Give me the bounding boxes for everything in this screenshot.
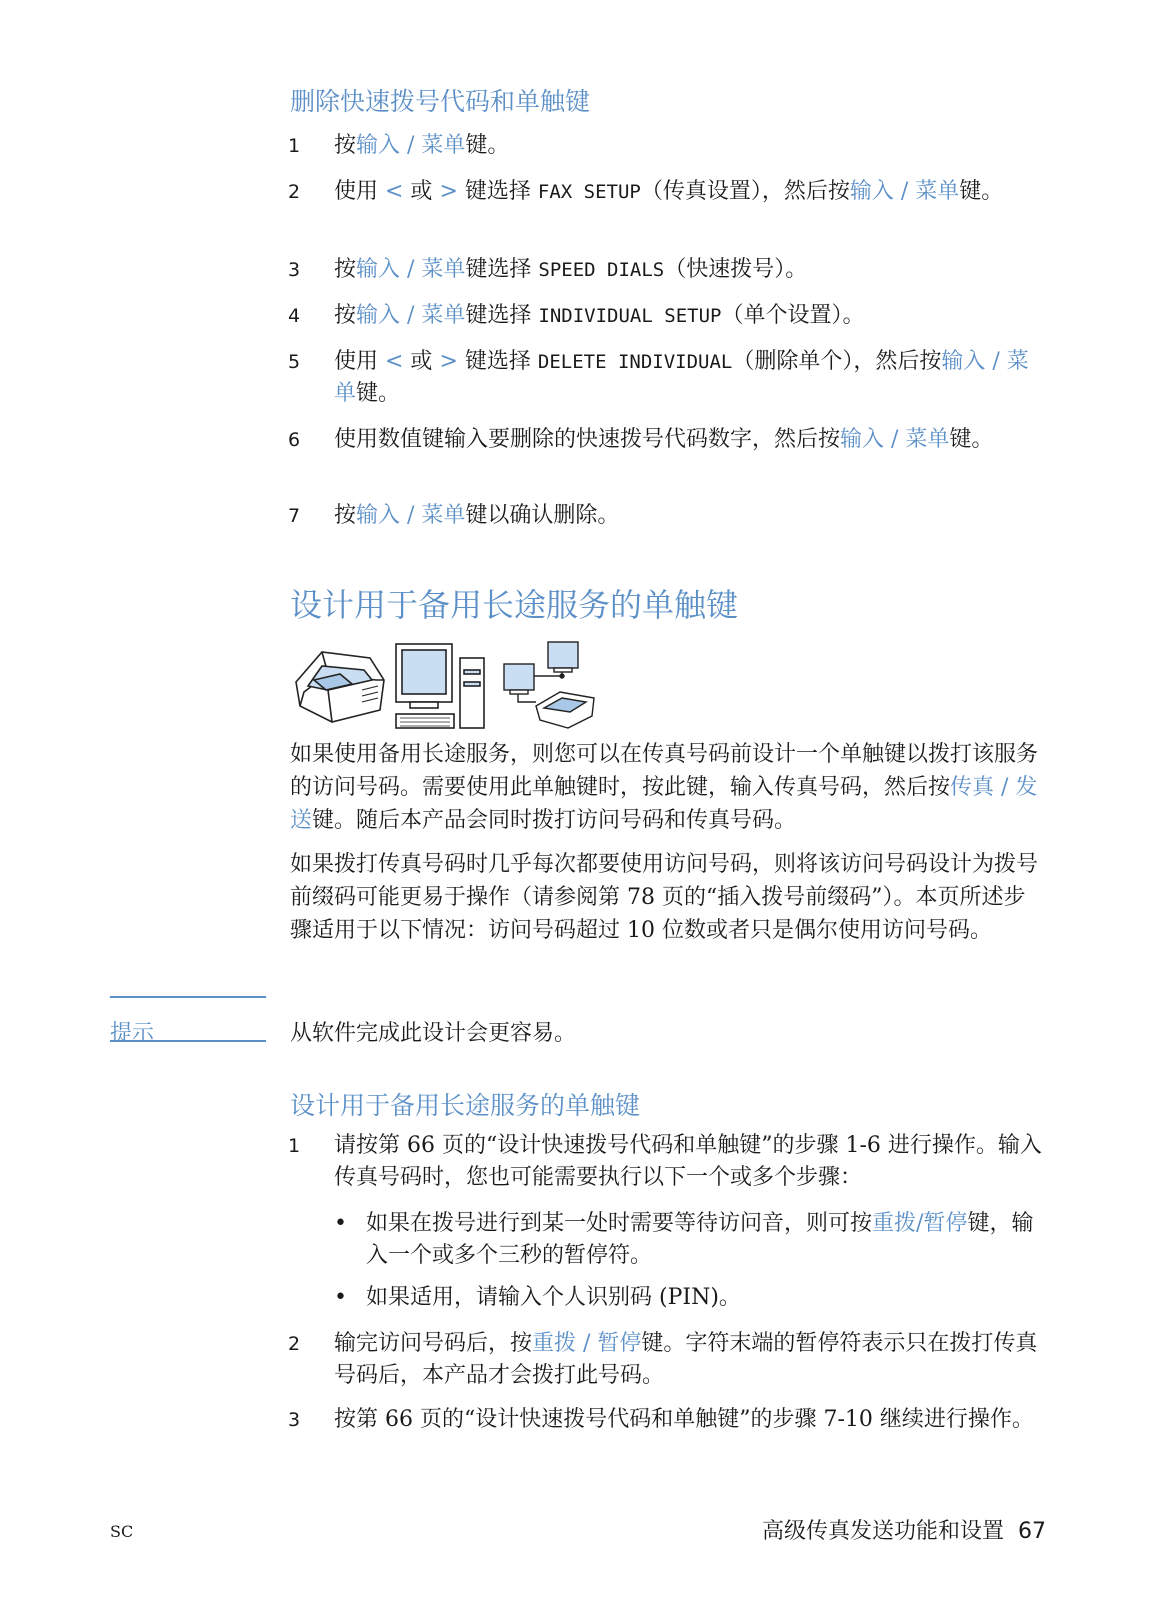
key-left-arrow: < (385, 349, 404, 374)
step-2: 2 使用 < 或 > 键选择 FAX SETUP（传真设置），然后按输入 / 菜单键。 (288, 179, 1004, 204)
bullet-icon: • (334, 1285, 347, 1310)
section-heading-delete-speed-dial: 删除快速拨号代码和单触键 (290, 87, 591, 116)
note-top-rule (110, 996, 266, 998)
key-enter-menu: 输入 / 菜单 (849, 179, 960, 204)
footer-chapter (762, 1514, 1046, 1545)
intro-paragraph: 如果使用备用长途服务，则您可以在传真号码前设计一个单触键以拨打该服务的访问号码。需要使用此单触键时，按此键，输入传真号码，然后按传真 / 发送键。随后本产品会同时拨打访问号码和传真号码。 (290, 742, 1039, 833)
footer-chapter-title: 高级传真发送功能和设置 (761, 1519, 1004, 1544)
key-enter-menu: 输入 / 菜单 (356, 133, 466, 158)
subsection-heading-alternate-long-distance: 设计用于备用长途服务的单触键 (290, 1091, 641, 1120)
step-7: 7 按输入 / 菜单键以确认删除。 (288, 503, 620, 528)
page-number: 67 (1018, 1519, 1046, 1544)
step-3: 3 按第 66 页的“设计快速拨号代码和单触键”的步骤 7-10 继续进行操作。 (288, 1407, 1034, 1432)
key-enter-menu: 输入 / 菜单 (356, 303, 466, 328)
computer-icon (396, 644, 484, 728)
key-left-arrow: < (385, 179, 404, 204)
network-icon (504, 642, 594, 728)
display-text: DELETE INDIVIDUAL (537, 351, 733, 373)
display-text: SPEED DIALS (538, 259, 665, 281)
fax-machine-icon (296, 652, 384, 722)
list-item: • 如果在拨号进行到某一处时需要等待访问音，则可按重拨/暂停键，输入一个或多个三秒的暂停符。 (334, 1208, 1046, 1272)
display-text: FAX SETUP (537, 181, 641, 203)
key-redial-pause: 重拨/暂停 (872, 1211, 968, 1236)
key-fax-send: 传真 / 发送 (290, 775, 1038, 833)
section-heading-alternate-long-distance: 设计用于备用长途服务的单触键 (290, 586, 739, 624)
key-enter-menu: 输入 / 菜单 (334, 349, 1029, 406)
list-item: • 如果适用，请输入个人识别码 (PIN)。 (334, 1282, 1046, 1314)
step-4: 4 按输入 / 菜单键选择 INDIVIDUAL SETUP（单个设置）。 (288, 303, 865, 328)
step-6: 6 使用数值键输入要删除的快速拨号代码数字，然后按输入 / 菜单键。 (288, 427, 994, 452)
step-2: 2 输完访问号码后，按重拨 / 暂停键。字符末端的暂停符表示只在拨打传真号码后，本产品才会拨打此号码。 (288, 1331, 1038, 1388)
note-label: 提示 (110, 1021, 155, 1046)
key-enter-menu: 输入 / 菜单 (356, 257, 466, 282)
key-right-arrow: > (439, 179, 458, 204)
step-1: 1 按输入 / 菜单键。 (288, 133, 510, 158)
key-right-arrow: > (439, 349, 458, 374)
step-1: 1 请按第 66 页的“设计快速拨号代码和单触键”的步骤 1-6 进行操作。输入传真号码时，您也可能需要执行以下一个或多个步骤： (288, 1133, 1042, 1190)
display-text: INDIVIDUAL SETUP (538, 305, 722, 327)
key-redial-pause: 重拨 / 暂停 (532, 1331, 642, 1356)
note-text: 从软件完成此设计会更容易。 (290, 1021, 577, 1046)
bullet-icon: • (334, 1211, 347, 1236)
footer-language-code: SC (110, 1522, 134, 1541)
prefix-paragraph: 如果拨打传真号码时几乎每次都要使用访问号码，则将该访问号码设计为拨号前缀码可能更易于操作（请参阅第 78 页的“插入拨号前缀码”）。本页所述步骤适用于以下情况：访问号码超过 10 位数或者只是偶尔使用访问号码。 (290, 852, 1039, 943)
key-enter-menu: 输入 / 菜单 (840, 427, 950, 452)
step-5: 5 使用 < 或 > 键选择 DELETE INDIVIDUAL（删除单个），然后按输入 / 菜单键。 (288, 349, 1029, 406)
step-3: 3 按输入 / 菜单键选择 SPEED DIALS（快速拨号）。 (288, 257, 808, 282)
key-enter-menu: 输入 / 菜单 (356, 503, 466, 528)
note-bottom-rule (110, 1040, 266, 1042)
product-illustration (292, 640, 612, 750)
